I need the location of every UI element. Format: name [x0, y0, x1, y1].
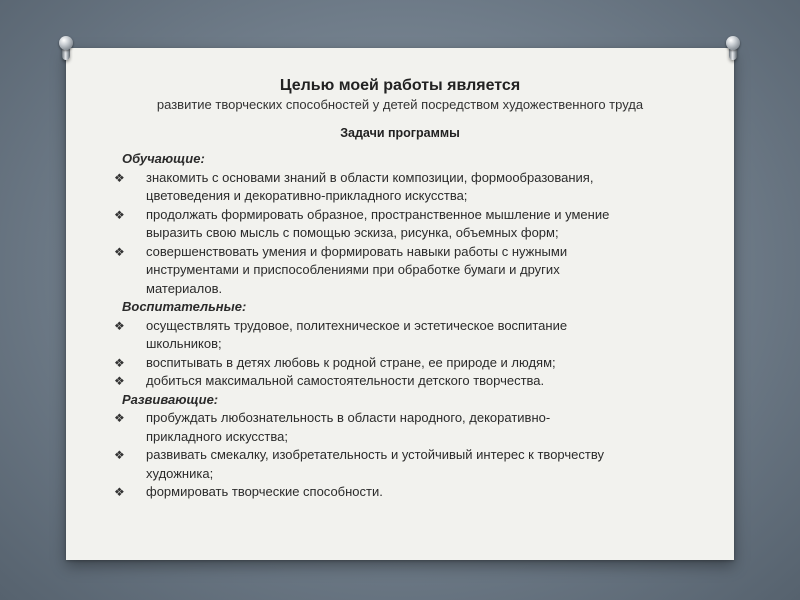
- list-item: ❖ совершенствовать умения и формировать навыки работы с нужными инструментами и приспособлениями при обработке бумаги и других материалов.: [114, 243, 568, 296]
- task-group-educational: [108, 298, 708, 391]
- diamond-bullet-icon: ❖: [114, 318, 125, 333]
- diamond-bullet-icon: ❖: [114, 448, 125, 462]
- diamond-bullet-icon: ❖: [114, 411, 125, 425]
- diamond-bullet-icon: ❖: [114, 207, 125, 222]
- list-item: ❖ знакомить с основами знаний в области композиции, формообразования, цветоведения и декоративно-прикладного искусства;: [114, 169, 594, 203]
- diamond-bullet-icon: ❖: [114, 374, 125, 388]
- pushpin-left-icon: [57, 36, 75, 62]
- slide-subtitle: развитие творческих способностей у детей посредством художественного труда: [156, 97, 644, 112]
- pushpin-right-icon: [724, 36, 742, 62]
- diamond-bullet-icon: ❖: [114, 170, 125, 185]
- list-item: ❖ добиться максимальной самостоятельности детского творчества.: [108, 372, 708, 391]
- list-item: ❖ продолжать формировать образное, пространственное мышление и умение выразить свою мысль с помощью эскиза, рисунка, объемных форм;: [114, 206, 610, 240]
- task-group-developing: [108, 391, 708, 502]
- tasks-heading: Задачи программы: [340, 126, 460, 140]
- task-groups: [108, 150, 708, 502]
- list-item: ❖ формировать творческие способности.: [108, 483, 708, 502]
- diamond-bullet-icon: ❖: [114, 244, 125, 259]
- list-item: ❖ пробуждать любознательность в области народного, декоративно- прикладного искусства;: [114, 410, 551, 444]
- group-label: Воспитательные:: [122, 299, 247, 314]
- list-item: ❖ развивать смекалку, изобретательность и устойчивый интерес к творчеству художника;: [114, 447, 604, 481]
- group-label: Обучающие:: [122, 151, 205, 166]
- diamond-bullet-icon: ❖: [114, 485, 125, 499]
- list-item: ❖ воспитывать в детях любовь к родной стране, ее природе и людям;: [108, 354, 708, 373]
- slide-title: Целью моей работы является: [279, 77, 521, 94]
- list-item: ❖ осуществлять трудовое, политехническое и эстетическое воспитание школьников;: [114, 317, 568, 351]
- group-label: Развивающие:: [122, 391, 219, 407]
- task-group-teaching: [108, 150, 708, 298]
- diamond-bullet-icon: ❖: [114, 355, 125, 370]
